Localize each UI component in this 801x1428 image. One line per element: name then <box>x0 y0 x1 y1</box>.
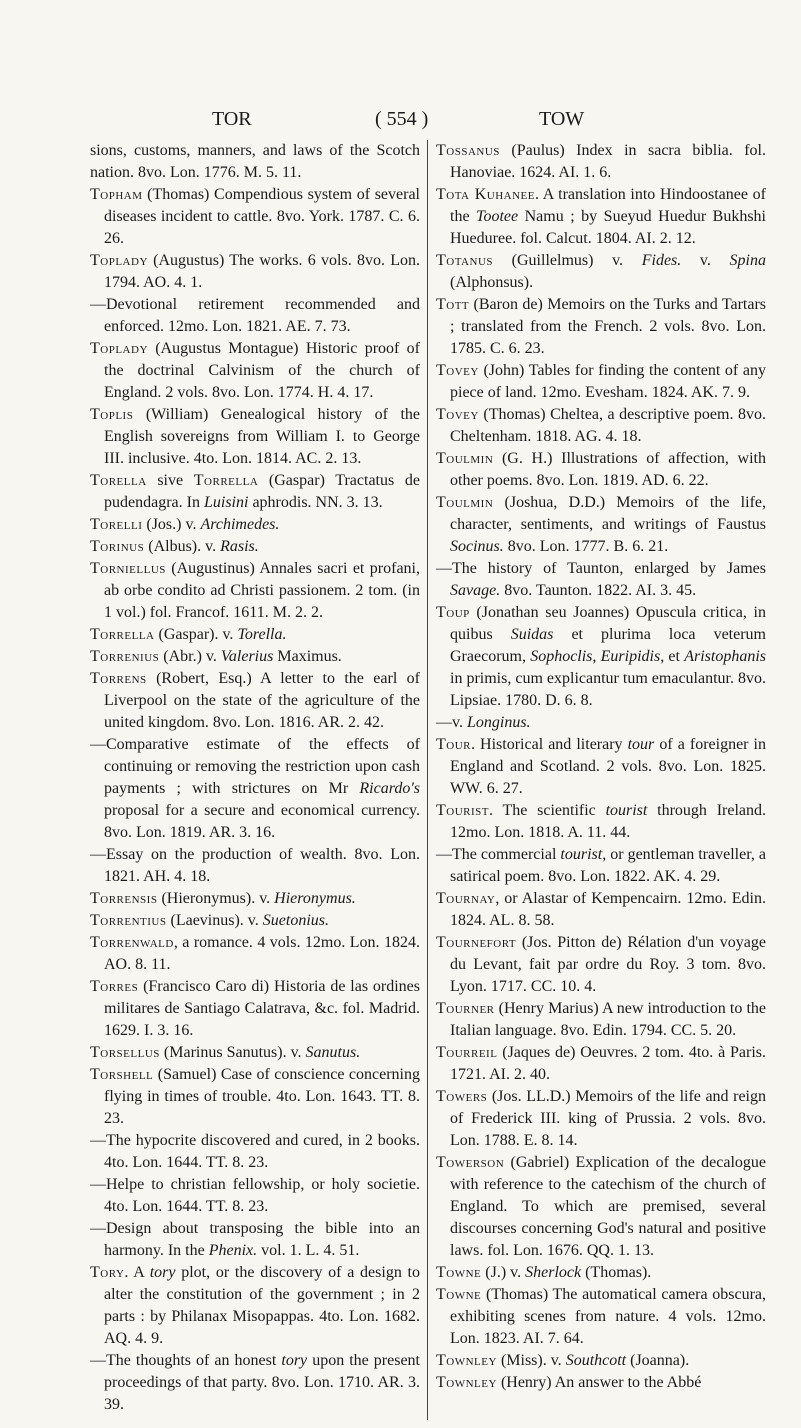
entry-text: 8vo. Lon. 1777. B. 6. 21. <box>503 538 669 555</box>
header-right-keyword: TOW <box>539 108 585 130</box>
entry-text: (John) Tables for finding the content of any piece of land. 12mo. Evesham. 1824. AK. 7. 9. <box>450 362 766 401</box>
entry-text: of a foreigner in England and Scotland. 2 vols. 8vo. Lon. 1825. WW. 6. 27. <box>450 736 766 797</box>
entry-heading: Torshell <box>90 1066 154 1083</box>
entry-heading: Toulmin <box>436 450 494 467</box>
entry-text: . A <box>124 1264 150 1281</box>
catalogue-entry <box>436 844 766 888</box>
entry-heading: Tovey <box>436 406 479 423</box>
entry-text: (Gabriel) Explication of the decalogue with reference to the catechism of the church of England. To which are premised, several discourses concerning God's natural and positive laws. fol. Lon. 1676. QQ. 1. 13. <box>450 1154 766 1259</box>
catalogue-entry <box>90 1130 420 1174</box>
header-left-keyword: TOR <box>212 108 252 130</box>
entry-text: (William) Genealogical history of the English sovereigns from William I. to George III. inclusive. 4to. Lon. 1814. AC. 2. 13. <box>104 406 420 467</box>
entry-italic-text: Sophoclis, Euripidis, <box>530 648 665 665</box>
entry-heading: Tourreil <box>436 1044 498 1061</box>
right-column <box>436 140 766 1394</box>
entry-italic-text: Longinus. <box>466 714 531 731</box>
entry-heading: Tovey <box>436 362 479 379</box>
entry-text: (Alphonsus). <box>450 274 534 291</box>
page-number: ( 554 ) <box>375 108 429 130</box>
entry-heading: Tossanus <box>436 142 500 159</box>
catalogue-entry <box>436 404 766 448</box>
catalogue-entry <box>436 294 766 360</box>
entry-heading: Towerson <box>436 1154 505 1171</box>
entry-heading: Toplis <box>90 406 134 423</box>
catalogue-entry <box>436 1086 766 1152</box>
entry-text: (Henry Marius) A new introduction to the Italian language. 8vo. Edin. 1794. CC. 5. 20. <box>450 1000 766 1039</box>
entry-text: vol. 1. L. 4. 51. <box>257 1242 360 1259</box>
entry-text: (Joanna). <box>626 1352 690 1369</box>
entry-heading: Torrenwald <box>90 934 174 951</box>
entry-heading: Totanus <box>436 252 494 269</box>
entry-text: (Jonathan seu Joannes) Opuscula critica, in quibus <box>450 604 766 643</box>
entry-heading: Torrentius <box>90 912 167 929</box>
entry-text: (Hieronymus). v. <box>157 890 275 907</box>
entry-heading: Torella <box>90 472 147 489</box>
entry-heading: Townley <box>436 1352 497 1369</box>
catalogue-entry <box>90 404 420 470</box>
catalogue-entry <box>436 998 766 1042</box>
entry-text: (Paulus) Index in sacra biblia. fol. Hanoviae. 1624. AI. 1. 6. <box>450 142 766 181</box>
entry-heading: Torres <box>90 978 139 995</box>
catalogue-entry <box>436 1152 766 1262</box>
entry-text: (Thomas) The automatical camera obscura, exhibiting scenes from nature. 4 vols. 12mo. Lon. 1823. AI. 7. 64. <box>450 1286 766 1347</box>
entry-heading: Towne <box>436 1286 482 1303</box>
entry-text: (Augustus) The works. 6 vols. 8vo. Lon. 1794. AO. 4. 1. <box>104 252 420 291</box>
entry-text: aphrodis. NN. 3. 13. <box>248 494 383 511</box>
entry-italic-text: Archimedes. <box>200 516 280 533</box>
entry-heading: Torrella <box>90 626 155 643</box>
entry-text: —Comparative estimate of the effects of continuing or removing the restriction upon cash payments ; with strictures on Mr <box>90 736 420 797</box>
entry-text: (Francisco Caro di) Historia de las ordines militares de Santiago Calatrava, &c. fol. Madrid. 1629. I. 3. 16. <box>104 978 420 1039</box>
entry-italic-text: Valerius <box>220 648 274 665</box>
entry-text: (Jos. LL.D.) Memoirs of the life and reign of Frederick III. king of Prussia. 2 vols. 8vo. Lon. 1788. E. 8. 14. <box>450 1088 766 1149</box>
column-divider <box>427 140 428 1420</box>
entry-text: . The scientific <box>489 802 606 819</box>
entry-heading: Torrensis <box>90 890 158 907</box>
entry-italic-text: Phenix. <box>208 1242 258 1259</box>
entry-heading: Toplady <box>90 340 148 357</box>
catalogue-entry <box>436 800 766 844</box>
catalogue-entry <box>90 1064 420 1130</box>
entry-text: (Henry) An answer to the Abbé <box>496 1374 702 1391</box>
entry-italic-text: Rasis. <box>220 538 259 555</box>
entry-text: . A translation into Hindoostanee of the <box>450 186 766 225</box>
entry-heading: Tourner <box>436 1000 495 1017</box>
entry-text: (Thomas) Cheltea, a descriptive poem. 8vo. Cheltenham. 1818. AG. 4. 18. <box>450 406 766 445</box>
catalogue-entry <box>436 602 766 712</box>
entry-text: —Devotional retirement recommended and enforced. 12mo. Lon. 1821. AE. 7. 73. <box>90 296 420 335</box>
catalogue-entry <box>436 888 766 932</box>
entry-text: (J.) v. <box>481 1264 526 1281</box>
entry-text: (Jos.) v. <box>142 516 201 533</box>
catalogue-entry <box>90 558 420 624</box>
entry-text: (Guillelmus) v. <box>493 252 642 269</box>
entry-heading: Towers <box>436 1088 488 1105</box>
entry-italic-text: Hieronymus. <box>274 890 356 907</box>
catalogue-entry <box>90 470 420 514</box>
entry-text: —The commercial <box>436 846 561 863</box>
catalogue-entry <box>436 184 766 250</box>
catalogue-entry <box>90 646 420 668</box>
entry-text: —Design about transposing the bible into an harmony. In the <box>90 1220 420 1259</box>
entry-heading: Tournay <box>436 890 496 907</box>
entry-italic-text: tourist, <box>560 846 607 863</box>
entry-text: —The hypocrite discovered and cured, in 2 books. 4to. Lon. 1644. TT. 8. 23. <box>90 1132 420 1171</box>
catalogue-entry <box>90 1174 420 1218</box>
entry-heading: Torsellus <box>90 1044 160 1061</box>
entry-italic-text: Fides. <box>641 252 682 269</box>
entry-italic-text: Suidas <box>510 626 554 643</box>
entry-text: in primis, cum explicantur tum emaculantur. 8vo. Lipsiae. 1780. D. 6. 8. <box>450 670 766 709</box>
catalogue-entry <box>436 1262 766 1284</box>
entry-text: (Jos. Pitton de) Rélation d'un voyage du Levant, fait par ordre du Roy. 3 tom. 8vo. Lyon. 1717. CC. 10. 4. <box>450 934 766 995</box>
catalogue-entry <box>436 1042 766 1086</box>
entry-heading: Torrella <box>193 472 259 489</box>
entry-text: sions, customs, manners, and laws of the Scotch nation. 8vo. Lon. 1776. M. 5. 11. <box>90 142 420 181</box>
entry-heading: Toup <box>436 604 470 621</box>
entry-italic-text: Spina <box>729 252 766 269</box>
catalogue-entry <box>90 514 420 536</box>
catalogue-entry <box>90 1218 420 1262</box>
entry-text: plot, or the discovery of a design to alter the constitution of the government ; in 2 parts : by Philanax Misopappas. 4to. Lon. 1682. AQ. 4. 9. <box>104 1264 420 1347</box>
entry-text: (Gaspar). v. <box>154 626 238 643</box>
catalogue-entry <box>90 888 420 910</box>
entry-italic-text: Tootee <box>476 208 519 225</box>
catalogue-entry <box>436 1350 766 1372</box>
entry-text: , a romance. 4 vols. 12mo. Lon. 1824. AO. 8. 11. <box>104 934 420 973</box>
entry-text: (Marinus Sanutus). v. <box>159 1044 306 1061</box>
entry-text: . Historical and literary <box>471 736 628 753</box>
entry-text: (Laevinus). v. <box>166 912 263 929</box>
catalogue-entry <box>436 734 766 800</box>
entry-italic-text: Ricardo's <box>359 780 420 797</box>
catalogue-entry <box>90 140 420 184</box>
entry-heading: Tory <box>90 1264 125 1281</box>
entry-italic-text: Socinus. <box>450 538 504 555</box>
entry-text: —Essay on the production of wealth. 8vo. Lon. 1821. AH. 4. 18. <box>90 846 420 885</box>
entry-text: (Thomas) Compendious system of several diseases incident to cattle. 8vo. York. 1787. C. 6. 26. <box>104 186 420 247</box>
catalogue-entry <box>90 536 420 558</box>
entry-text: (Augustinus) Annales sacri et profani, ab orbe condito ad Christi passionem. 2 tom. (in 1 vol.) fol. Francof. 1611. M. 2. 2. <box>104 560 420 621</box>
entry-text: through Ireland. 12mo. Lon. 1818. A. 11. 44. <box>450 802 766 841</box>
entry-italic-text: tour <box>627 736 655 753</box>
entry-text: v. <box>681 252 730 269</box>
entry-italic-text: Sanutus. <box>305 1044 361 1061</box>
catalogue-entry <box>436 1284 766 1350</box>
catalogue-entry <box>90 1262 420 1350</box>
entry-heading: Torrens <box>90 670 147 687</box>
entry-italic-text: Luisini <box>203 494 249 511</box>
catalogue-entry <box>90 250 420 294</box>
entry-text: (Albus). v. <box>144 538 221 555</box>
catalogue-entry <box>436 250 766 294</box>
catalogue-entry <box>90 294 420 338</box>
entry-text: Maximus. <box>273 648 342 665</box>
entry-heading: Tota Kuhanee <box>436 186 535 203</box>
entry-heading: Torelli <box>90 516 143 533</box>
entry-text: (Joshua, D.D.) Memoirs of the life, character, sentiments, and writings of Faustus <box>450 494 766 533</box>
entry-text: , or Alastar of Kempencairn. 12mo. Edin. 1824. AL. 8. 58. <box>450 890 766 929</box>
entry-text: sive <box>146 472 194 489</box>
entry-text: or gentleman traveller, a satirical poem. 8vo. Lon. 1822. AK. 4. 29. <box>450 846 766 885</box>
catalogue-entry <box>90 624 420 646</box>
catalogue-entry <box>90 1042 420 1064</box>
catalogue-entry <box>436 360 766 404</box>
running-header <box>0 108 801 138</box>
catalogue-entry <box>90 668 420 734</box>
entry-text: (G. H.) Illustrations of affection, with other poems. 8vo. Lon. 1819. AD. 6. 22. <box>450 450 766 489</box>
left-column <box>90 140 420 1416</box>
entry-heading: Toulmin <box>436 494 494 511</box>
catalogue-entry <box>90 184 420 250</box>
entry-italic-text: Sherlock <box>525 1264 582 1281</box>
entry-text: —The history of Taunton, enlarged by James <box>436 560 766 577</box>
entry-text: (Robert, Esq.) A letter to the earl of Liverpool on the state of the agriculture of the united kingdom. 8vo. Lon. 1816. AR. 2. 42. <box>104 670 420 731</box>
entry-heading: Torinus <box>90 538 145 555</box>
catalogue-entry <box>90 338 420 404</box>
entry-text: (Miss). v. <box>496 1352 566 1369</box>
entry-heading: Torniellus <box>90 560 166 577</box>
entry-heading: Topham <box>90 186 143 203</box>
catalogue-entry <box>436 492 766 558</box>
catalogue-entry <box>90 734 420 844</box>
entry-text: (Gaspar) Tractatus de pudendagra. In <box>104 472 420 511</box>
entry-italic-text: Savage. <box>450 582 501 599</box>
entry-text: (Jaques de) Oeuvres. 2 tom. 4to. à Paris. 1721. AI. 2. 40. <box>450 1044 766 1083</box>
entry-text: (Augustus Montague) Historic proof of the doctrinal Calvinism of the church of England. 2 vols. 8vo. Lon. 1774. H. 4. 17. <box>104 340 420 401</box>
catalogue-entry <box>90 1350 420 1416</box>
entry-italic-text: Suetonius. <box>262 912 329 929</box>
entry-text: (Samuel) Case of conscience concerning flying in times of trouble. 4to. Lon. 1643. TT. 8. 23. <box>104 1066 420 1127</box>
entry-text: —Helpe to christian fellowship, or holy societie. 4to. Lon. 1644. TT. 8. 23. <box>90 1176 420 1215</box>
entry-heading: Townley <box>436 1374 497 1391</box>
entry-text: (Abr.) v. <box>159 648 221 665</box>
entry-italic-text: tory <box>281 1352 308 1369</box>
entry-text: (Baron de) Memoirs on the Turks and Tartars ; translated from the French. 2 vols. 8vo. Lon. 1785. C. 6. 23. <box>450 296 766 357</box>
entry-text: —v. <box>436 714 467 731</box>
entry-text: —The thoughts of an honest <box>90 1352 282 1369</box>
entry-italic-text: tory <box>149 1264 176 1281</box>
entry-text: proposal for a secure and economical currency. 8vo. Lon. 1819. AR. 3. 16. <box>104 802 420 841</box>
catalogue-entry <box>90 976 420 1042</box>
catalogue-entry <box>90 932 420 976</box>
entry-heading: Tour <box>436 736 471 753</box>
entry-heading: Tournefort <box>436 934 517 951</box>
catalogue-entry <box>90 844 420 888</box>
entry-italic-text: Aristophanis <box>684 648 766 665</box>
catalogue-entry <box>436 1372 766 1394</box>
catalogue-entry <box>436 712 766 734</box>
entry-heading: Towne <box>436 1264 482 1281</box>
catalogue-entry <box>436 558 766 602</box>
entry-text: (Thomas). <box>581 1264 652 1281</box>
entry-heading: Toplady <box>90 252 148 269</box>
entry-italic-text: Southcott <box>565 1352 627 1369</box>
entry-italic-text: tourist <box>605 802 648 819</box>
entry-text: Namu ; by Sueyud Huedur Bukhshi Hueduree. fol. Calcut. 1804. AI. 2. 12. <box>450 208 766 247</box>
entry-text: et <box>664 648 685 665</box>
catalogue-entry <box>436 140 766 184</box>
entry-text: 8vo. Taunton. 1822. AI. 3. 45. <box>500 582 697 599</box>
catalogue-entry <box>90 910 420 932</box>
entry-heading: Tourist <box>436 802 489 819</box>
entry-text: et plurima loca veterum Graecorum, <box>450 626 767 665</box>
catalogue-entry <box>436 448 766 492</box>
entry-text: upon the present proceedings of that party. 8vo. Lon. 1710. AR. 3. 39. <box>104 1352 421 1413</box>
entry-italic-text: Torella. <box>237 626 287 643</box>
entry-heading: Torrenius <box>90 648 160 665</box>
entry-heading: Tott <box>436 296 470 313</box>
catalogue-entry <box>436 932 766 998</box>
